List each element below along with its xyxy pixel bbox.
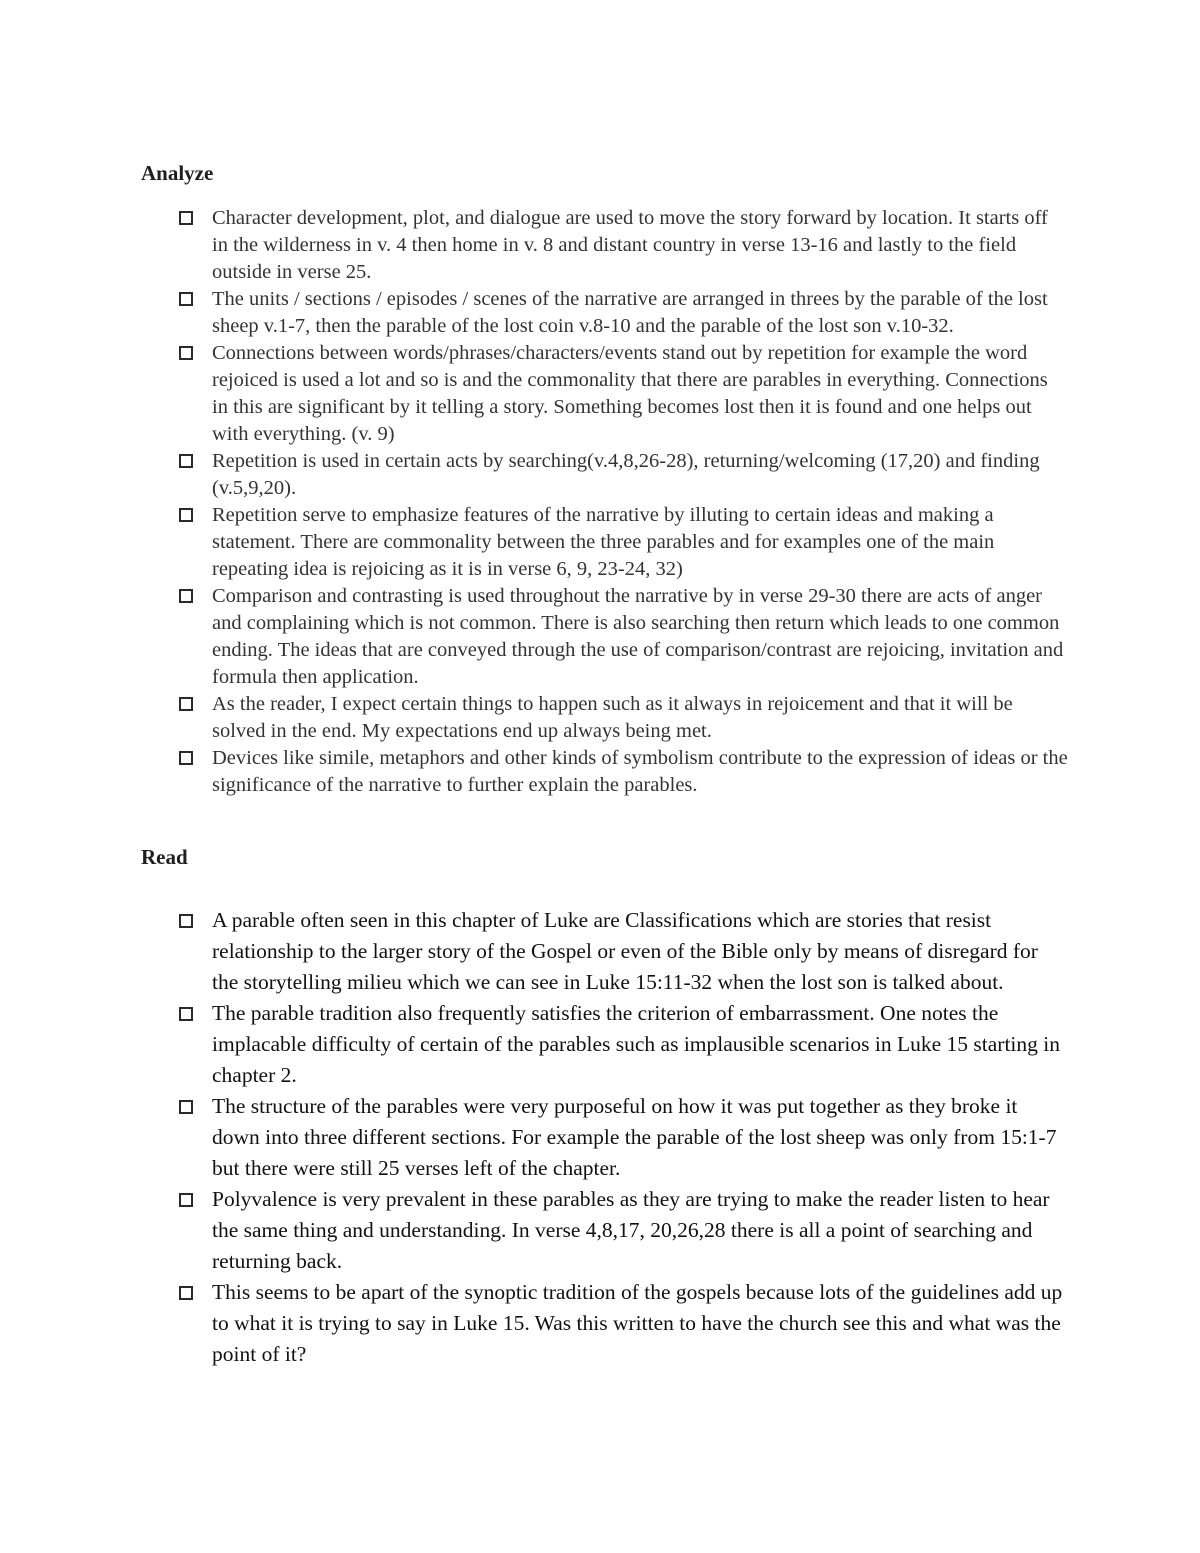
checklist-item [178, 745, 1068, 799]
checkbox-icon[interactable] [179, 914, 193, 928]
checklist-item [178, 1184, 1068, 1277]
checkbox-icon[interactable] [179, 589, 193, 603]
checklist-item [178, 340, 1068, 448]
checklist-item-text: Polyvalence is very prevalent in these parables as they are trying to make the reader listen to hear the same thing and understanding. In verse 4,8,17, 20,26,28 there is all a point of searching and returning back. [212, 1187, 1050, 1273]
checklist-item-text: Repetition is used in certain acts by searching(v.4,8,26-28), returning/welcoming (17,20) and finding (v.5,9,20). [212, 450, 1040, 499]
checklist-item [178, 502, 1068, 583]
checklist-item [178, 583, 1068, 691]
section-heading-analyze: Analyze [141, 161, 214, 185]
checklist-item [178, 1091, 1068, 1184]
checkbox-icon[interactable] [179, 1100, 193, 1114]
checklist-item-text: As the reader, I expect certain things to happen such as it always in rejoicement and that it will be solved in the end. My expectations end up always being met. [212, 693, 1013, 742]
checkbox-icon[interactable] [179, 292, 193, 306]
checkbox-icon[interactable] [179, 1286, 193, 1300]
checklist-item-text: The structure of the parables were very purposeful on how it was put together as they broke it down into three different sections. For example the parable of the lost sheep was only from 15:1-7 but there were still 25 verses left of the chapter. [212, 1094, 1057, 1180]
checklist-item-text: This seems to be apart of the synoptic tradition of the gospels because lots of the guidelines add up to what it is trying to say in Luke 15. Was this written to have the church see this and what was the point of it? [212, 1280, 1063, 1366]
checklist-item-text: Comparison and contrasting is used throughout the narrative by in verse 29-30 there are acts of anger and complaining which is not common. There is also searching then return which leads to one common ending. The ideas that are conveyed through the use of comparison/contrast are rejoicing, invitation and formula then application. [212, 585, 1064, 688]
checkbox-icon[interactable] [179, 697, 193, 711]
checklist-item [178, 905, 1068, 998]
checklist-item-text: Devices like simile, metaphors and other kinds of symbolism contribute to the expression of ideas or the significance of the narrative to further explain the parables. [212, 747, 1068, 796]
checklist-item [178, 998, 1068, 1091]
checklist-item [178, 286, 1068, 340]
checkbox-icon[interactable] [179, 346, 193, 360]
checklist-item [178, 448, 1068, 502]
checkbox-icon[interactable] [179, 751, 193, 765]
analyze-checklist [178, 205, 1068, 799]
checkbox-icon[interactable] [179, 454, 193, 468]
section-heading-read: Read [141, 845, 188, 869]
checklist-item [178, 691, 1068, 745]
checkbox-icon[interactable] [179, 508, 193, 522]
checkbox-icon[interactable] [179, 211, 193, 225]
checkbox-icon[interactable] [179, 1193, 193, 1207]
checklist-item-text: The units / sections / episodes / scenes of the narrative are arranged in threes by the parable of the lost sheep v.1-7, then the parable of the lost coin v.8-10 and the parable of the lost son v.10-32. [212, 288, 1048, 337]
checklist-item [178, 205, 1068, 286]
checklist-item [178, 1277, 1068, 1370]
checklist-item-text: The parable tradition also frequently satisfies the criterion of embarrassment. One notes the implacable difficulty of certain of the parables such as implausible scenarios in Luke 15 starting in chapter 2. [212, 1001, 1061, 1087]
checklist-item-text: Repetition serve to emphasize features of the narrative by illuting to certain ideas and making a statement. There are commonality between the three parables and for examples one of the main repeating idea is rejoicing as it is in verse 6, 9, 23-24, 32) [212, 504, 995, 580]
read-checklist [178, 905, 1068, 1370]
checklist-item-text: Character development, plot, and dialogue are used to move the story forward by location. It starts off in the wilderness in v. 4 then home in v. 8 and distant country in verse 13-16 and lastly to the field outside in verse 25. [212, 207, 1048, 283]
checklist-item-text: Connections between words/phrases/characters/events stand out by repetition for example the word rejoiced is used a lot and so is and the commonality that there are parables in everything. Connections in this are significant by it telling a story. Something becomes lost then it is found and one helps out with everything. (v. 9) [212, 342, 1048, 445]
checkbox-icon[interactable] [179, 1007, 193, 1021]
checklist-item-text: A parable often seen in this chapter of Luke are Classifications which are stories that resist relationship to the larger story of the Gospel or even of the Bible only by means of disregard for the storytelling milieu which we can see in Luke 15:11-32 when the lost son is talked about. [212, 908, 1038, 994]
